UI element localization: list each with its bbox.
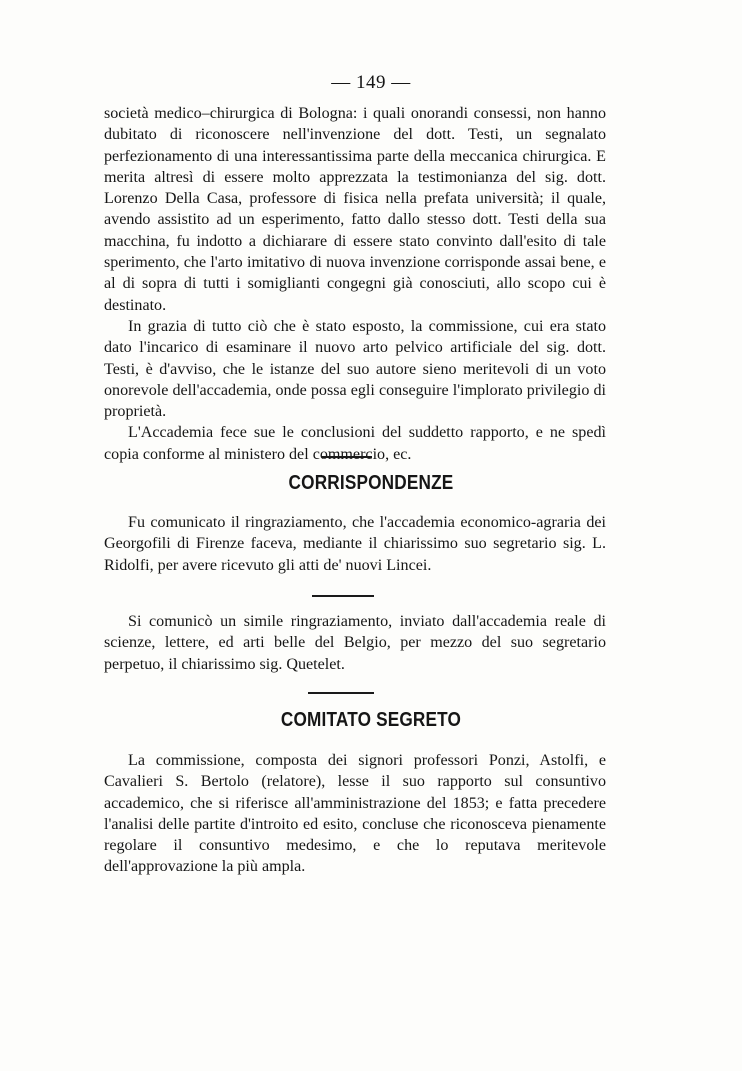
heading-comitato-segreto: COMITATO SEGRETO bbox=[280, 709, 462, 731]
paragraph-consuntivo-report: La commissione, composta dei signori professori Ponzi, Astolfi, e Cavalieri S. Bertolo (relatore), lesse il suo rapporto sul consuntivo accademico, che si riferisce all'amministrazione del 1853; e fatta precedere l'analisi delle partite d'introito ed esito, concluse che riconosceva pienamente regolare il consuntivo medesimo, e che lo reputava meritevole dell'approvazione la più ampla. bbox=[104, 752, 606, 876]
corrispondenze-block-2 bbox=[104, 611, 606, 675]
paragraph-academy-conclusion: L'Accademia fece sue le conclusioni del suddetto rapporto, e ne spedì copia conforme al ministero del commercio, ec. bbox=[104, 424, 606, 463]
paragraph-commission-opinion: In grazia di tutto ciò che è stato esposto, la commissione, cui era stato dato l'incarico di esaminare il nuovo arto pelvico artificiale del sig. dott. Testi, è d'avviso, che le istanze del suo autore sieno meritevoli di un voto onorevole dell'accademia, onde possa egli conseguire l'implorato privilegio di proprietà. bbox=[104, 317, 606, 421]
paragraph-divider-rule bbox=[312, 595, 374, 597]
page-number: — 149 — bbox=[331, 72, 411, 93]
comitato-block bbox=[104, 750, 606, 878]
corrispondenze-block-1 bbox=[104, 512, 606, 576]
heading-corrispondenze: CORRISPONDENZE bbox=[288, 472, 454, 494]
paragraph-georgofili-thanks: Fu comunicato il ringraziamento, che l'accademia economico-agraria dei Georgofili di Firenze faceva, mediante il chiarissimo suo segretario sig. L. Ridolfi, per avere ricevuto gli atti de' nuovi Lincei. bbox=[104, 514, 606, 574]
report-conclusion-block bbox=[104, 103, 606, 465]
paragraph-testimony: società medico–chirurgica di Bologna: i quali onorandi consessi, non hanno dubitato di riconoscere nell'invenzione del dott. Testi, un segnalato perfezionamento di una interessantissima parte della meccanica chirurgica. E merita altresì di essere molto apprezzata la testimonianza del sig. dott. Lorenzo Della Casa, professore di fisica nella prefata università; il quale, avendo assistito ad un esperimento, fatto dallo stesso dott. Testi della sua macchina, fu indotto a dichiarare di essere stato convinto dall'esito di tale sperimento, che l'arto imitativo di nuova invenzione corrisponde assai bene, e al di sopra di tutti i somiglianti congegni già conosciuti, allo scopo cui è destinato. bbox=[104, 105, 606, 314]
section-divider-rule bbox=[322, 456, 372, 458]
paragraph-belgium-thanks: Si comunicò un simile ringraziamento, inviato dall'accademia reale di scienze, lettere, ed arti belle del Belgio, per mezzo del suo segretario perpetuo, il chiarissimo sig. Quetelet. bbox=[104, 613, 606, 673]
section-divider-rule-2 bbox=[308, 692, 374, 694]
